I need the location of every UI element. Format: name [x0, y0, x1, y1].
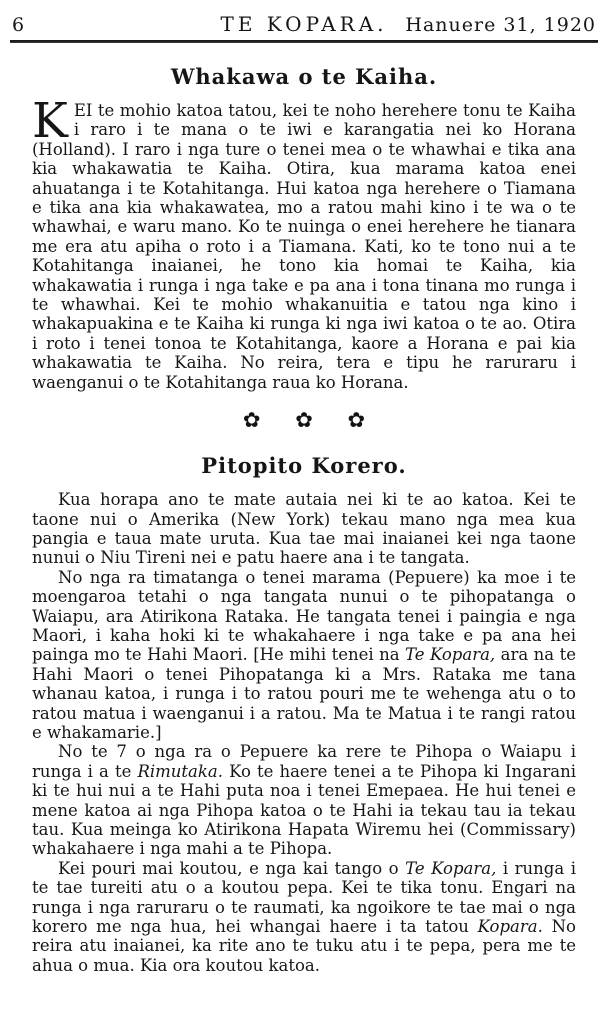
article-whakawa-body	[32, 93, 576, 392]
florette-icon: ✿	[295, 408, 313, 433]
publication-name: Te Kopara,	[405, 858, 497, 878]
ship-name: Rimutaka.	[137, 761, 223, 781]
paragraph-text: No nga ra timatanga o tenei marama (Pepuere) ka moe i te moengaroa tetahi o nga tangata nunui o te pihopatanga o Waiapu, ara Atirikona Rataka. He tangata tenei i paingia e nga Maori, i kaha hoki ki te whakahaere i nga take e pa ana hei painga mo te Hahi Maori. [He mihi tenei na	[32, 567, 576, 665]
paragraph	[32, 742, 576, 858]
page-content	[0, 64, 608, 975]
paragraph-text: No reira atu inaianei, ka rite ano te tuku atu i te pepa, pera me te ahua o mua. Kia ora koutou katoa.	[32, 917, 576, 975]
florette-icon: ✿	[347, 408, 366, 433]
paragraph-text: No te 7 o nga ra o Pepuere ka rere te Pihopa o Waiapu i runga i a te	[32, 742, 576, 781]
article-title-pitopito: Pitopito Korero.	[201, 453, 407, 479]
paragraph	[32, 568, 576, 743]
ornament-row	[32, 408, 576, 432]
article-pitopito-body	[32, 490, 576, 975]
article-title-whakawa: Whakawa o te Kaiha.	[170, 64, 438, 89]
paragraph-text: Kei pouri mai koutou, e nga kai tango o	[58, 858, 406, 878]
paragraph-text: Ko te haere tenei a te Pihopa ki Ingarani ki te hui nui a te Hahi puta noa i tenei Emepaea. He hui tenei e mene katoa ai nga Pihopa katoa o te Hahi ia tekau tau ia tekau tau. Kua meinga ko Atirikona Hapata Wiremu hei (Commissary) whakahaere i nga mahi a te Pihopa.	[32, 761, 576, 859]
issue-date: Hanuere 31, 1920	[405, 14, 596, 36]
paragraph	[32, 859, 576, 975]
masthead-title: TE KOPARA.	[220, 12, 388, 36]
paragraph-text: ara na te Hahi Maori o tenei Pihopatanga ki a Mrs. Rataka me tana whanau katoa, i runga i to ratou pouri me te wehenga atu o to ratou matua i waenganui i a ratou. Ma te Matua i te rangi ratou e whakamarie.]	[32, 645, 577, 742]
publication-name: Kopara.	[477, 917, 543, 937]
page-number: 6	[12, 14, 25, 36]
publication-name: Te Kopara,	[405, 645, 496, 665]
paragraph-text: EI te mohio katoa tatou, kei te noho herehere tonu te Kaiha i raro i te mana o te iwi e karangatia nei ko Horana (Holland). I raro i nga ture o tenei mea o te whawhai e tika ana kia whakawatia te Kaiha. Otira, kua marama katoa enei ahuatanga i te Kotahitanga. Hui katoa nga herehere o Tiamana e tika ana kia whakawatea, mo a ratou mahi kino i te wa o te whawhai, e waru mano. Ko te nuinga o enei herehere he tianara me era atu apiha o roto i a Tiamana. Kati, ko te tono nui a te Kotahitanga inaianei, he tono kia homai te Kaiha, kia whakawatia i runga i nga take e pa ana i tona tinana mo runga i te whawhai. Kei te mohio whakanuitia e tatou nga kino i whakapuakina e te Kaiha ki runga ki nga iwi katoa o te ao. Otira i roto i tenei tonoa te Kotahitanga, kaore a Horana e pai kia whakawatia te Kaiha. No reira, tera e tipu he raruraru i waenganui o te Kotahitanga raua ko Horana.	[32, 101, 576, 392]
florette-icon: ✿	[242, 408, 261, 433]
paragraph: Kua horapa ano te mate autaia nei ki te ao katoa. Kei te taone nui o Amerika (New York) tekau mano nga mea kua pangia e taua mate uruta. Kua tae mai inaianei kei nga taone nunui o Niu Tireni nei e patu haere ana i te tangata.	[32, 490, 576, 568]
drop-cap: K	[32, 93, 68, 149]
header-rule	[10, 40, 598, 43]
running-head	[0, 0, 608, 36]
paragraph	[32, 93, 576, 392]
paragraph-text: i runga i te tae tureiti atu o a koutou pepa. Kei te tika tonu. Engari na runga i nga raruraru o te raumati, ka ngoikore te tae mai o nga korero me nga hua, hei whangai haere i ta tatou	[32, 858, 576, 937]
